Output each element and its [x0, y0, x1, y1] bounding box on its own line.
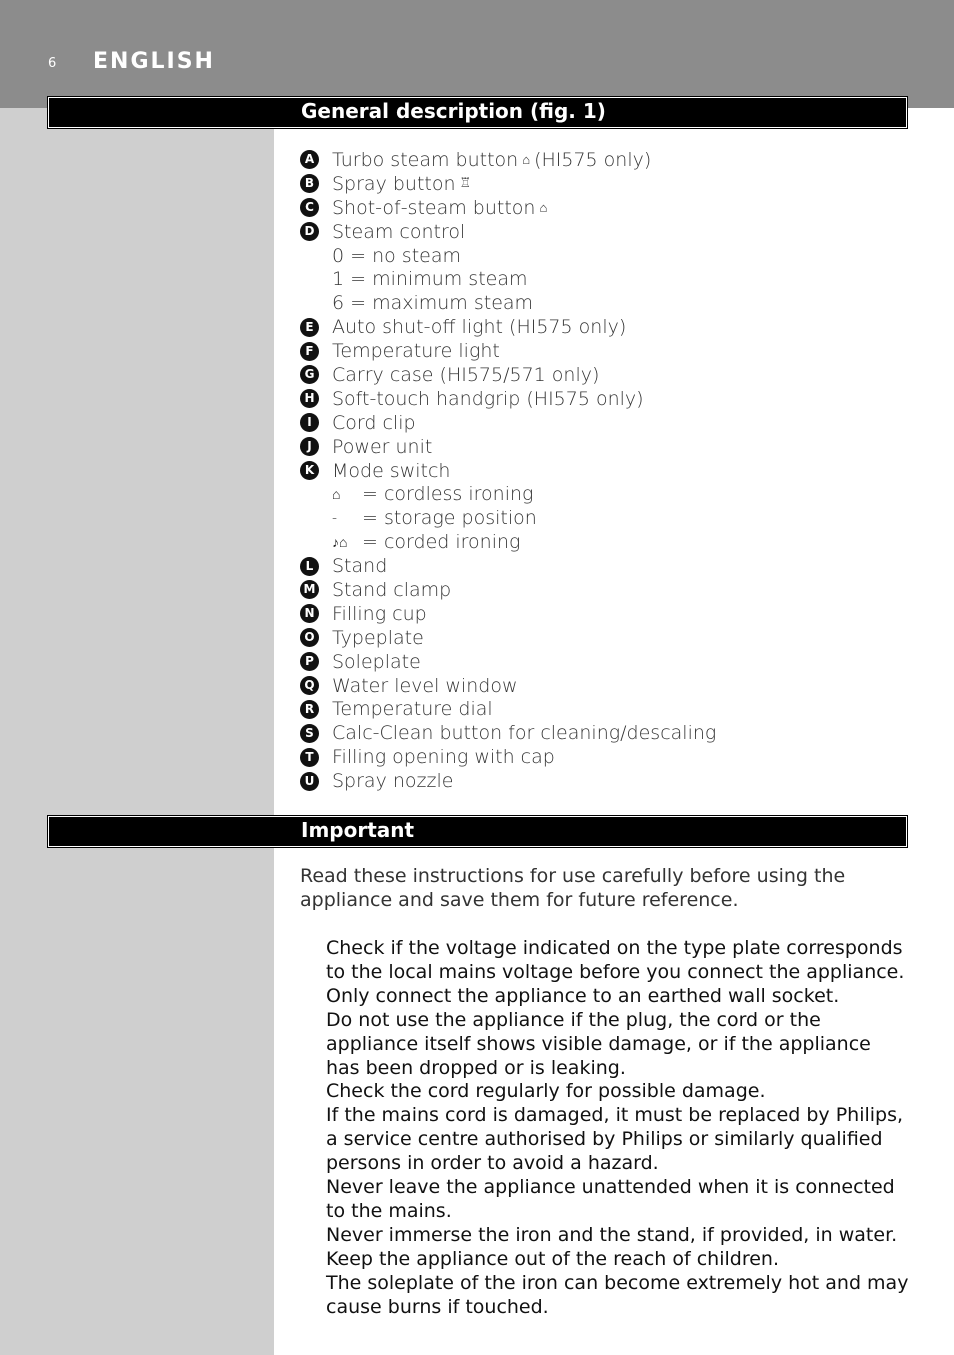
list-item: P Soleplate — [300, 650, 920, 674]
list-item: A Turbo steam button ⌂ (HI575 only) — [300, 148, 920, 172]
letter-badge: A — [300, 150, 319, 169]
warning-item: Do not use the appliance if the plug, the cord or the appliance itself shows visible damage, or if the appliance has been dropped or is leaking. — [326, 1008, 871, 1079]
corded-iron-icon: ♪⌂ — [332, 534, 348, 551]
warning-item: Check if the voltage indicated on the type plate corresponds to the local mains voltage before you connect the appliance. — [326, 937, 905, 983]
letter-badge: H — [300, 389, 319, 408]
steam-level: 1 = minimum steam — [332, 268, 528, 291]
letter-badge: D — [300, 222, 319, 241]
warnings-list — [326, 937, 910, 1320]
side-column — [0, 108, 274, 1355]
language-heading: ENGLISH — [93, 49, 215, 74]
letter-badge: N — [300, 604, 319, 623]
turbo-steam-icon: ⌂ — [522, 152, 531, 168]
warning-item: If the mains cord is damaged, it must be replaced by Philips, a service centre authorised by Philips or similarly qualified persons in order to avoid a hazard. — [326, 1104, 904, 1175]
section-bar-important — [48, 816, 907, 847]
section-bar-general — [48, 97, 907, 128]
section-title-general: General description (fig. 1) — [301, 99, 606, 123]
list-item: N Filling cup — [300, 602, 920, 626]
list-item: O Typeplate — [300, 626, 920, 650]
letter-badge: U — [300, 772, 319, 791]
list-item: F Temperature light — [300, 339, 920, 363]
list-item: D Steam control — [300, 220, 920, 244]
list-item: J Power unit — [300, 435, 920, 459]
letter-badge: L — [300, 557, 319, 576]
steam-level: 6 = maximum steam — [332, 292, 534, 315]
spray-icon: ♖ — [459, 176, 472, 192]
mode-item: ⌂ = cordless ironing — [332, 483, 534, 506]
warning-item: Never immerse the iron and the stand, if provided, in water. — [326, 1223, 898, 1246]
cordless-iron-icon: ⌂ — [332, 486, 341, 503]
list-item: Q Water level window — [300, 674, 920, 698]
list-item: H Soft-touch handgrip (HI575 only) — [300, 387, 920, 411]
shot-of-steam-icon: ⌂ — [539, 200, 548, 216]
list-item: B Spray button ♖ — [300, 172, 920, 196]
mode-item: ♪⌂ = corded ironing — [332, 531, 521, 554]
list-item: I Cord clip — [300, 411, 920, 435]
list-item: R Temperature dial — [300, 697, 920, 721]
list-item: S Calc-Clean button for cleaning/descaling — [300, 721, 920, 745]
letter-badge: S — [300, 724, 319, 743]
letter-badge: J — [300, 437, 319, 456]
list-item: T Filling opening with cap — [300, 745, 920, 769]
warning-item: Never leave the appliance unattended when it is connected to the mains. — [326, 1176, 895, 1222]
letter-badge: T — [300, 748, 319, 767]
letter-badge: R — [300, 700, 319, 719]
section-title-important: Important — [301, 818, 415, 842]
warning-item: Check the cord regularly for possible damage. — [326, 1080, 766, 1103]
list-item: L Stand — [300, 554, 920, 578]
list-item: E Auto shut-off light (HI575 only) — [300, 315, 920, 339]
letter-badge: B — [300, 174, 319, 193]
letter-badge: F — [300, 342, 319, 361]
parts-list — [300, 148, 920, 793]
list-item: K Mode switch — [300, 459, 920, 483]
page-number: 6 — [48, 56, 57, 71]
list-item: G Carry case (HI575/571 only) — [300, 363, 920, 387]
letter-badge: K — [300, 461, 319, 480]
mode-item: - = storage position — [332, 507, 537, 530]
warning-item: The soleplate of the iron can become extremely hot and may cause burns if touched. — [326, 1271, 909, 1318]
storage-dash-icon: - — [332, 510, 338, 527]
steam-level: 0 = no steam — [332, 244, 461, 267]
letter-badge: O — [300, 628, 319, 647]
letter-badge: G — [300, 365, 319, 384]
warning-item: Only connect the appliance to an earthed wall socket. — [326, 984, 840, 1007]
list-item: C Shot-of-steam button ⌂ — [300, 196, 920, 220]
list-item: M Stand clamp — [300, 578, 920, 602]
letter-badge: Q — [300, 676, 319, 695]
letter-badge: P — [300, 652, 319, 671]
letter-badge: I — [300, 413, 319, 432]
letter-badge: E — [300, 318, 319, 337]
intro-paragraph: Read these instructions for use carefully before using the appliance and save them for future reference. — [300, 865, 846, 911]
warning-item: Keep the appliance out of the reach of children. — [326, 1247, 780, 1270]
letter-badge: M — [300, 580, 319, 599]
list-item: U Spray nozzle — [300, 769, 920, 793]
letter-badge: C — [300, 198, 319, 217]
